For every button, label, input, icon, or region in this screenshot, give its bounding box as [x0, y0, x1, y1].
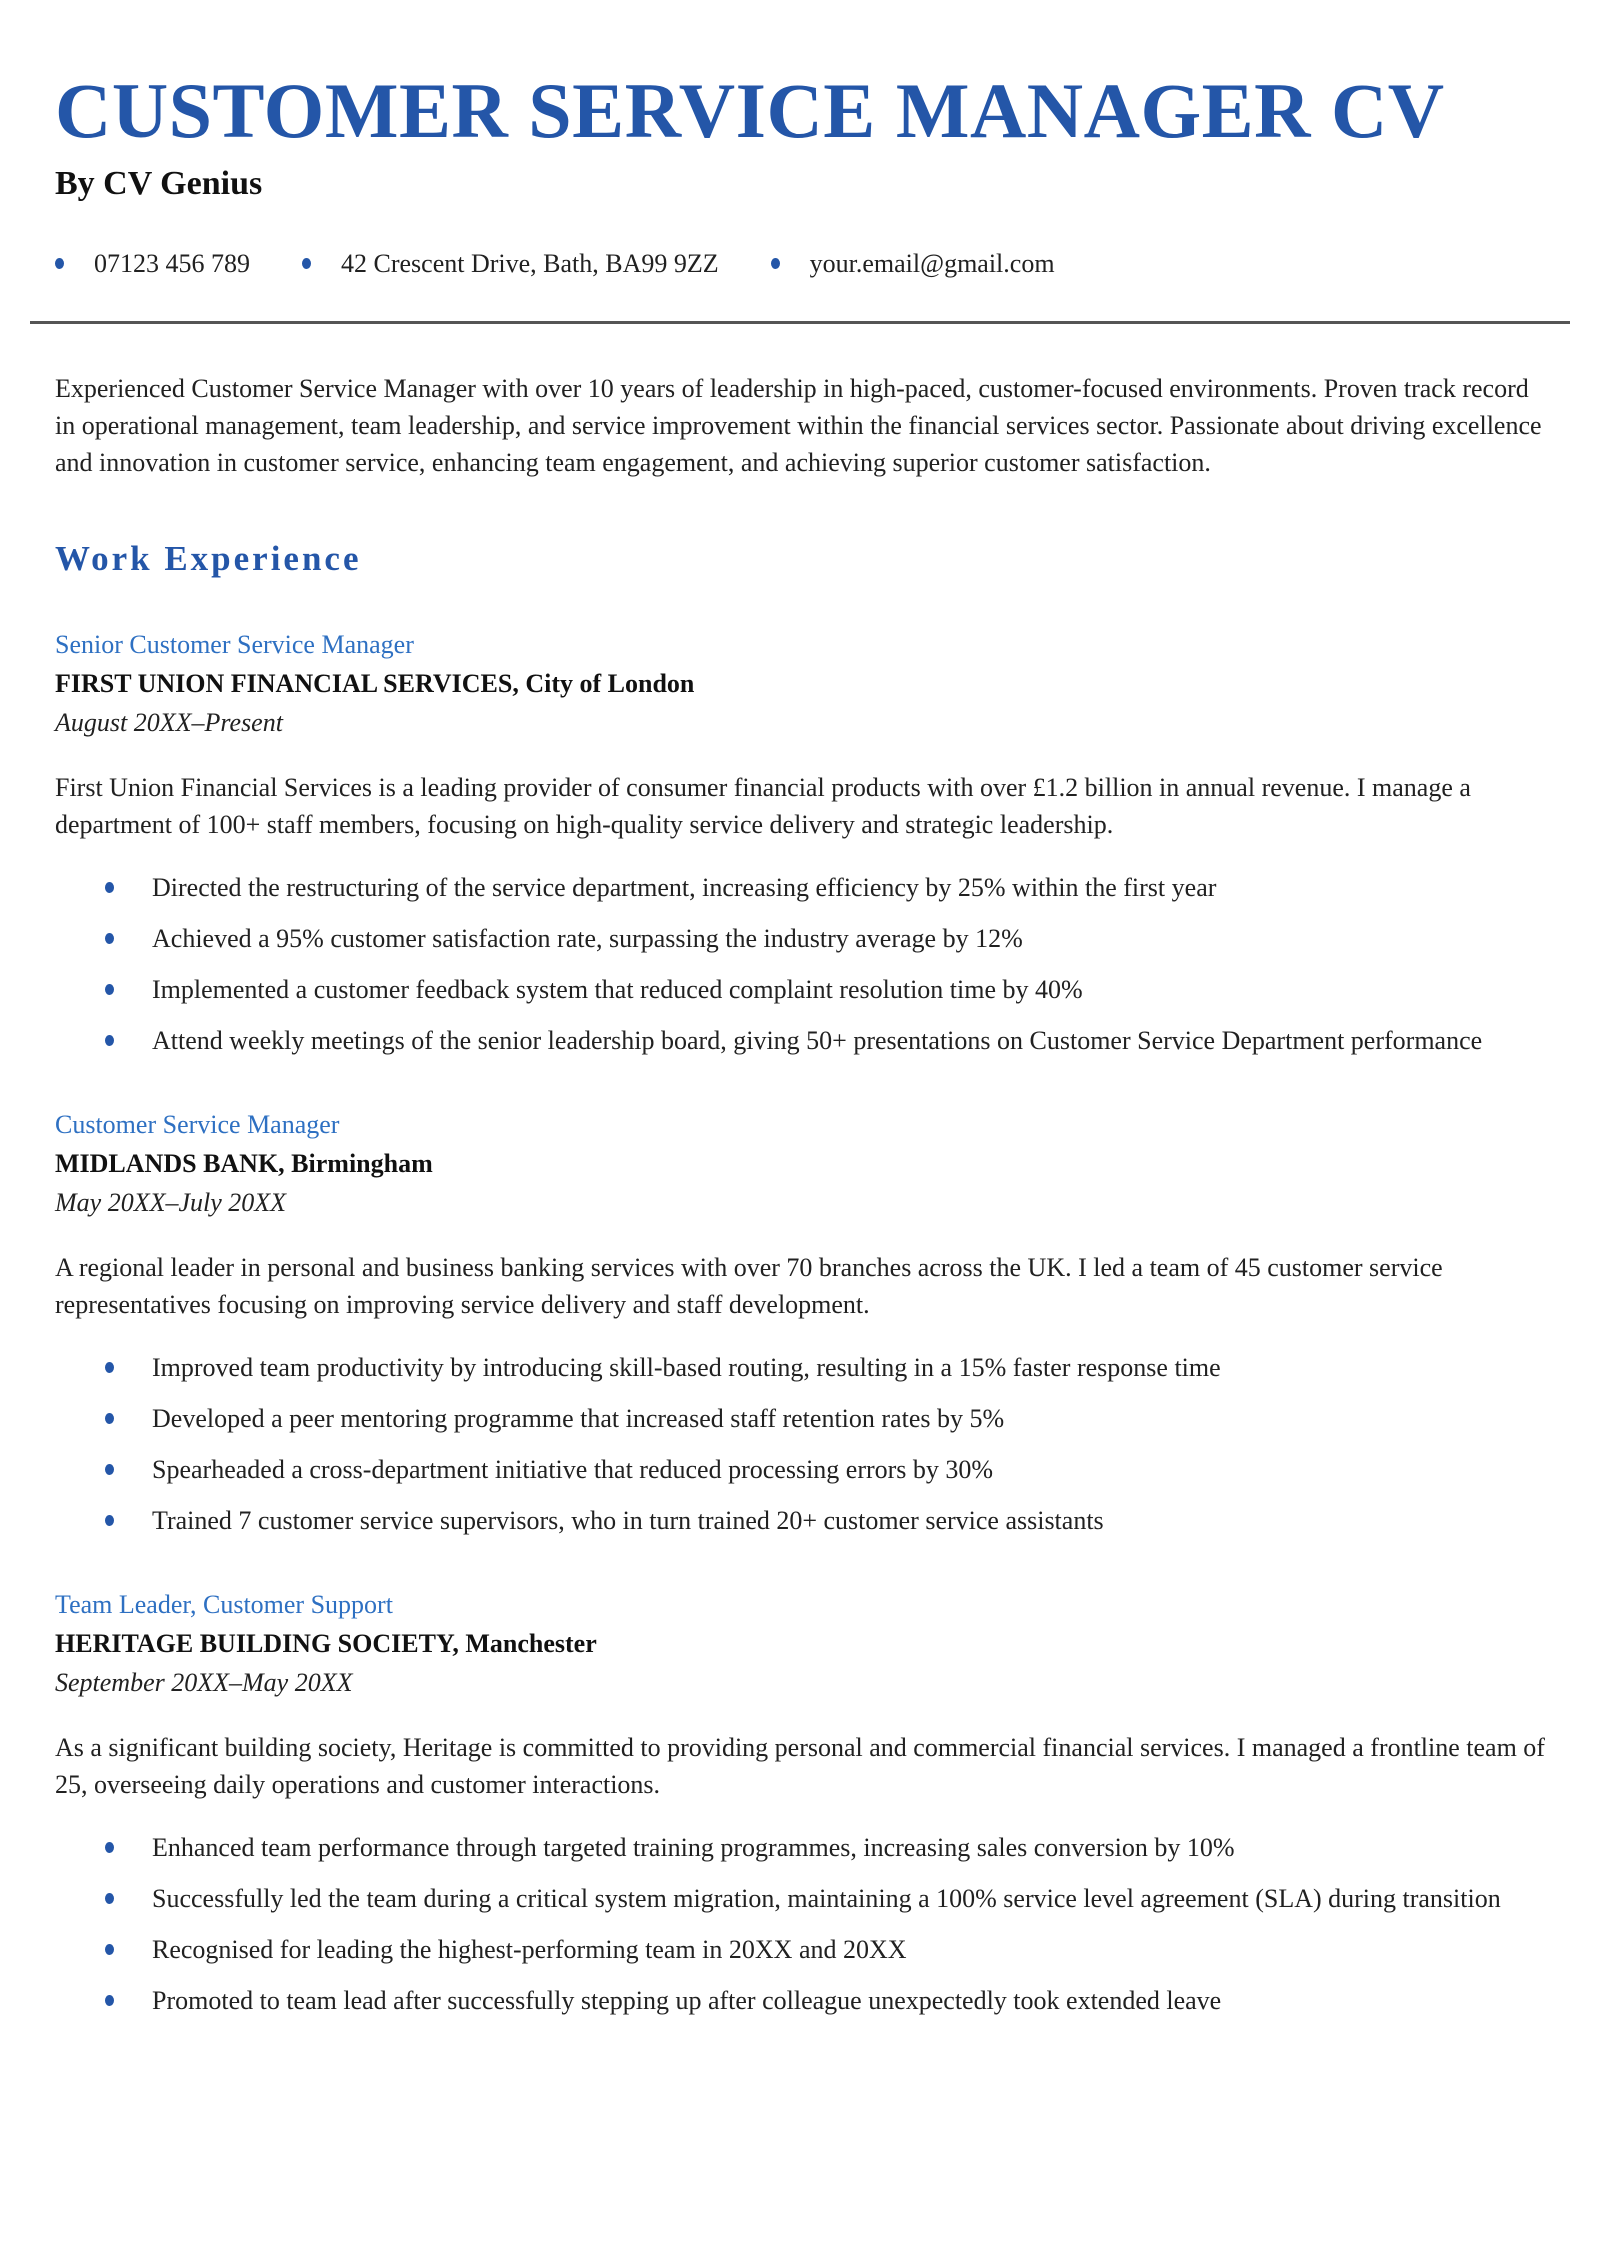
job-dates: September 20XX–May 20XX	[55, 1667, 353, 1697]
contact-item-address	[302, 249, 719, 279]
job-dates: May 20XX–July 20XX	[55, 1187, 287, 1217]
section-heading-work-experience: Work Experience	[55, 538, 362, 578]
postal-address: 42 Crescent Drive, Bath, BA99 9ZZ	[341, 248, 719, 278]
bullet-text: Attend weekly meetings of the senior leadership board, giving 50+ presentations on Customer Service Department performance	[152, 1025, 1483, 1055]
job-dates: August 20XX–Present	[55, 707, 283, 737]
bullet-text: Spearheaded a cross-department initiative that reduced processing errors by 30%	[152, 1454, 994, 1484]
byline: By CV Genius	[55, 164, 263, 202]
bullet-text: Promoted to team lead after successfully stepping up after colleague unexpectedly took extended leave	[152, 1985, 1222, 2015]
bullet-text: Achieved a 95% customer satisfaction rate, surpassing the industry average by 12%	[152, 923, 1023, 953]
job-description: First Union Financial Services is a leading provider of consumer financial products with over £1.2 billion in annual revenue. I manage a department of 100+ staff members, focusing on high-quality service delivery and strategic leadership.	[55, 772, 1471, 839]
bullet-text: Enhanced team performance through targeted training programmes, increasing sales conversion by 10%	[152, 1832, 1235, 1862]
job-entry	[55, 1105, 1545, 1539]
job-description: As a significant building society, Heritage is committed to providing personal and commercial financial services. I managed a frontline team of 25, overseeing daily operations and customer interactions.	[55, 1732, 1545, 1799]
contact-item-phone	[55, 249, 250, 279]
phone-number: 07123 456 789	[94, 248, 250, 278]
email-address: your.email@gmail.com	[809, 248, 1055, 278]
bullet-icon	[302, 258, 311, 269]
bullet-icon	[105, 1362, 114, 1373]
contact-item-email	[771, 249, 1055, 279]
professional-summary: Experienced Customer Service Manager with over 10 years of leadership in high-paced, customer-focused environments. Proven track record in operational management, team leadership, and service improvement within the financial services sector. Passionate about driving excellence and innovation in customer service, enhancing team engagement, and achieving superior customer satisfaction.	[55, 373, 1542, 477]
bullet-text: Implemented a customer feedback system that reduced complaint resolution time by 40%	[152, 974, 1083, 1004]
job-entry	[55, 1585, 1545, 2019]
bullet-icon	[105, 1842, 114, 1853]
job-entry	[55, 625, 1545, 1059]
bullet-item	[55, 920, 1545, 957]
bullet-icon	[105, 1464, 114, 1475]
bullet-text: Developed a peer mentoring programme that increased staff retention rates by 5%	[152, 1403, 1005, 1433]
bullet-text: Recognised for leading the highest-performing team in 20XX and 20XX	[152, 1934, 907, 1964]
job-description: A regional leader in personal and business banking services with over 70 branches across the UK. I led a team of 45 customer service representatives focusing on improving service delivery and staff development.	[55, 1252, 1443, 1319]
bullet-icon	[105, 1035, 114, 1046]
bullet-icon	[105, 1413, 114, 1424]
bullet-item	[55, 1400, 1545, 1437]
contact-row	[55, 249, 1545, 279]
job-company: FIRST UNION FINANCIAL SERVICES, City of London	[55, 668, 695, 698]
bullet-text: Directed the restructuring of the service department, increasing efficiency by 25% within the first year	[152, 872, 1217, 902]
bullet-list	[55, 869, 1545, 1059]
bullet-item	[55, 1451, 1545, 1488]
bullet-text: Improved team productivity by introducing skill-based routing, resulting in a 15% faster response time	[152, 1352, 1221, 1382]
job-title: Customer Service Manager	[55, 1109, 340, 1139]
bullet-list	[55, 1349, 1545, 1539]
bullet-icon	[105, 1995, 114, 2006]
bullet-icon	[105, 984, 114, 995]
bullet-item	[55, 1880, 1545, 1917]
bullet-text: Trained 7 customer service supervisors, who in turn trained 20+ customer service assistants	[152, 1505, 1104, 1535]
bullet-icon	[55, 258, 64, 269]
job-title: Team Leader, Customer Support	[55, 1589, 393, 1619]
job-company: HERITAGE BUILDING SOCIETY, Manchester	[55, 1628, 597, 1658]
bullet-icon	[105, 1515, 114, 1526]
bullet-item	[55, 1829, 1545, 1866]
page-title: CUSTOMER SERVICE MANAGER CV	[55, 67, 1445, 154]
bullet-list	[55, 1829, 1545, 2019]
job-company: MIDLANDS BANK, Birmingham	[55, 1148, 433, 1178]
bullet-item	[55, 1982, 1545, 2019]
job-title: Senior Customer Service Manager	[55, 629, 414, 659]
bullet-icon	[105, 933, 114, 944]
bullet-item	[55, 1349, 1545, 1386]
bullet-icon	[105, 882, 114, 893]
bullet-icon	[105, 1944, 114, 1955]
bullet-item	[55, 1502, 1545, 1539]
bullet-item	[55, 1931, 1545, 1968]
bullet-item	[55, 1022, 1545, 1059]
bullet-item	[55, 869, 1545, 906]
bullet-icon	[771, 258, 780, 269]
bullet-item	[55, 971, 1545, 1008]
header-divider	[30, 321, 1570, 324]
bullet-icon	[105, 1893, 114, 1904]
bullet-text: Successfully led the team during a critical system migration, maintaining a 100% service level agreement (SLA) during transition	[152, 1883, 1501, 1913]
